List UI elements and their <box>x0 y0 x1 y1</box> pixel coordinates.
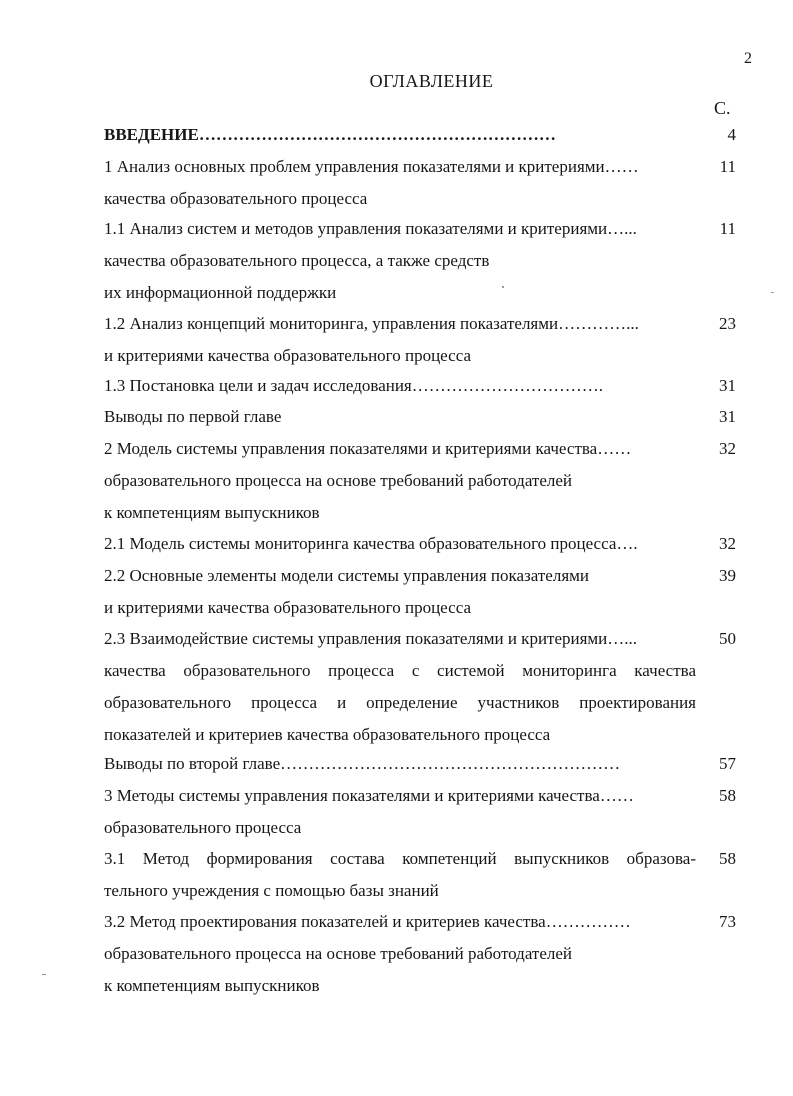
toc-line: 1.3 Постановка цели и задач исследования……………………………. <box>104 376 604 395</box>
toc-page-number: 31 <box>719 376 736 395</box>
toc-line: Выводы по второй главе…………………………………………………… <box>104 754 621 773</box>
toc-line: образовательного процесса и определение участников проектирования <box>104 693 696 712</box>
toc-page-number: 23 <box>719 314 736 333</box>
toc-line: и критериями качества образовательного процесса <box>104 346 471 365</box>
toc-page-number: 58 <box>719 849 736 868</box>
toc-line: 1.1 Анализ систем и методов управления показателями и критериями…... <box>104 219 637 238</box>
toc-line: и критериями качества образовательного процесса <box>104 598 471 617</box>
toc-line: 1 Анализ основных проблем управления показателями и критериями…… <box>104 157 639 176</box>
toc-line: качества образовательного процесса, а также средств <box>104 251 490 270</box>
toc-line: 2.3 Взаимодействие системы управления показателями и критериями…... <box>104 629 638 648</box>
toc-entry-chapter-3 <box>104 785 744 849</box>
scan-speck <box>42 974 46 975</box>
toc-line: их информационной поддержки <box>104 283 337 302</box>
toc-entry-section-1-2 <box>104 313 744 377</box>
toc-line: к компетенциям выпускников <box>104 503 320 522</box>
toc-entry-section-1-1 <box>104 218 744 314</box>
toc-line: 2.2 Основные элементы модели системы управления показателями <box>104 566 590 585</box>
toc-page-number: 11 <box>719 219 736 238</box>
toc-page-number: 57 <box>719 754 736 773</box>
toc-line: ВВЕДЕНИЕ……………………………………………………… <box>104 125 556 144</box>
toc-line: образовательного процесса <box>104 818 302 837</box>
toc-entry-section-3-2 <box>104 911 744 1007</box>
toc-page-number: 32 <box>719 439 736 458</box>
toc-entry-section-2-3 <box>104 628 744 756</box>
toc-entry-section-3-1 <box>104 848 744 912</box>
toc-line: 2 Модель системы управления показателями и критериями качества…… <box>104 439 632 458</box>
toc-page-number: 39 <box>719 566 736 585</box>
toc-line: образовательного процесса на основе требований работодателей <box>104 471 573 490</box>
scan-speck <box>502 286 504 288</box>
toc-line: 3 Методы системы управления показателями и критериями качества…… <box>104 786 634 805</box>
toc-line: 3.2 Метод проектирования показателей и критериев качества…………… <box>104 912 631 931</box>
toc-entry-chapter-2 <box>104 438 744 534</box>
toc-entry-section-2-2 <box>104 565 744 629</box>
scan-speck <box>771 292 774 293</box>
toc-entry-chapter-1 <box>104 156 744 220</box>
toc-entry-section-1-3 <box>104 375 744 407</box>
toc-line: 2.1 Модель системы мониторинга качества образовательного процесса…. <box>104 534 638 553</box>
page-number: 2 <box>744 50 752 67</box>
toc-page-number: 32 <box>719 534 736 553</box>
toc-entry-conclusions-1 <box>104 406 744 438</box>
toc-title: ОГЛАВЛЕНИЕ <box>369 71 494 91</box>
toc-line: образовательного процесса на основе требований работодателей <box>104 944 573 963</box>
toc-page-number: 11 <box>719 157 736 176</box>
toc-page-number: 4 <box>727 125 736 144</box>
toc-page-number: 58 <box>719 786 736 805</box>
toc-page-number: 50 <box>719 629 736 648</box>
toc-line: качества образовательного процесса с системой мониторинга качества <box>104 661 696 680</box>
toc-line: показателей и критериев качества образовательного процесса <box>104 725 551 744</box>
page-column-header: С. <box>714 98 731 118</box>
toc-line: Выводы по первой главе <box>104 407 282 426</box>
toc-page-number: 31 <box>719 407 736 426</box>
toc-line: тельного учреждения с помощью базы знаний <box>104 881 439 900</box>
toc-page-number: 73 <box>719 912 736 931</box>
toc-entry-section-2-1 <box>104 533 744 565</box>
toc-entry-conclusions-2 <box>104 753 744 785</box>
toc-line: 1.2 Анализ концепций мониторинга, управления показателями…………... <box>104 314 639 333</box>
toc-line: 3.1 Метод формирования состава компетенций выпускников образова- <box>104 849 696 868</box>
toc-entry-introduction <box>104 124 744 156</box>
toc-line: к компетенциям выпускников <box>104 976 320 995</box>
toc-line: качества образовательного процесса <box>104 189 368 208</box>
